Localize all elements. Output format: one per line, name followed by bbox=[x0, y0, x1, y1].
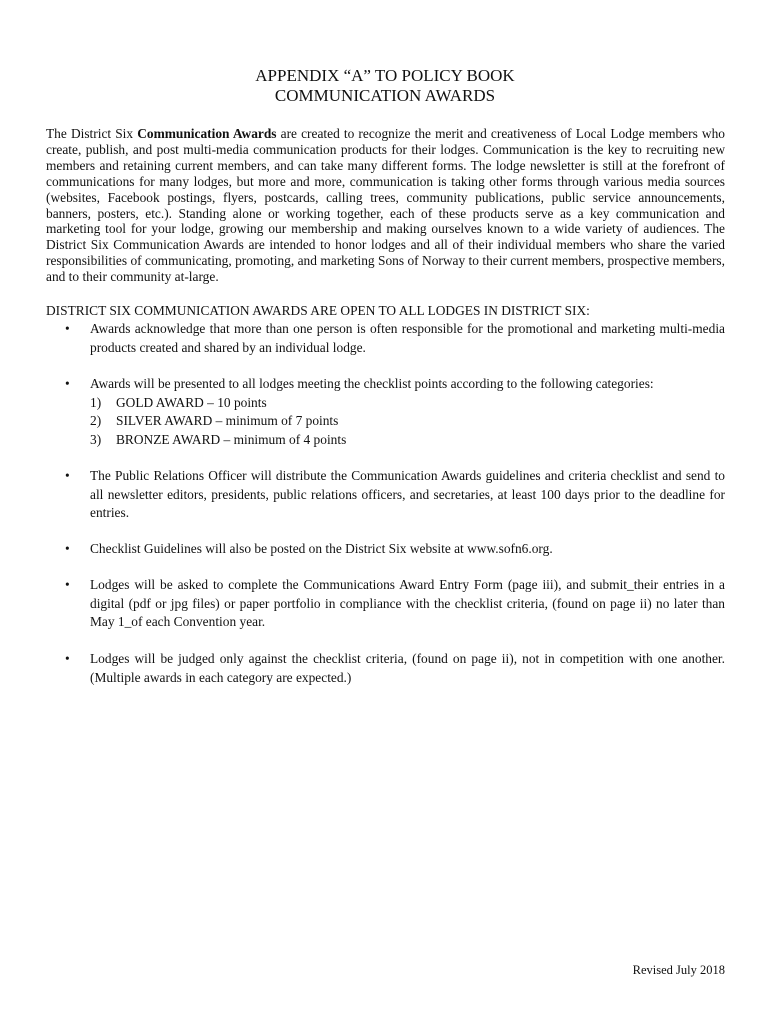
bullet-icon: • bbox=[65, 651, 70, 666]
category-number: 1) bbox=[90, 394, 102, 410]
section-heading: DISTRICT SIX COMMUNICATION AWARDS ARE OPEN TO ALL LODGES IN DISTRICT SIX: bbox=[46, 303, 590, 318]
bullet-item bbox=[65, 540, 725, 559]
category-silver bbox=[90, 412, 725, 431]
bullet-item bbox=[65, 320, 725, 357]
category-number: 3) bbox=[90, 431, 102, 447]
category-label: BRONZE AWARD – minimum of 4 points bbox=[116, 431, 347, 447]
bullet-text: Lodges will be judged only against the checklist criteria, (found on page ii), not in competition with one another. (Multiple awards in each category are expected.) bbox=[90, 651, 725, 685]
bullet-text: Lodges will be asked to complete the Communications Award Entry Form (page iii), and submit_their entries in a digital (pdf or jpg files) or paper portfolio in compliance with the checklist criteria, (found on page ii) no later than May 1_of each Convention year. bbox=[90, 577, 725, 629]
bullet-icon: • bbox=[65, 577, 70, 592]
bullet-text: Checklist Guidelines will also be posted on the District Six website at www.sofn6.org. bbox=[90, 541, 553, 556]
category-gold bbox=[90, 394, 725, 413]
appendix-title: APPENDIX “A” TO POLICY BOOK bbox=[255, 66, 515, 85]
intro-bold-term: Communication Awards bbox=[137, 126, 277, 141]
intro-lead: The District Six bbox=[46, 126, 138, 141]
intro-paragraph bbox=[46, 126, 725, 285]
document-subtitle: COMMUNICATION AWARDS bbox=[274, 86, 496, 105]
bullet-item bbox=[65, 375, 725, 449]
bullet-icon: • bbox=[65, 376, 70, 391]
bullet-text: Awards will be presented to all lodges meeting the checklist points according to the following categories: bbox=[90, 376, 654, 391]
bullet-text: Awards acknowledge that more than one person is often responsible for the promotional and marketing multi-media products created and shared by an individual lodge. bbox=[90, 321, 725, 355]
bullet-icon: • bbox=[65, 468, 70, 483]
bullet-item bbox=[65, 576, 725, 632]
bullet-text: The Public Relations Officer will distribute the Communication Awards guidelines and criteria checklist and send to all newsletter editors, presidents, public relations officers, and secretaries, at least 100 days prior to the deadline for entries. bbox=[90, 468, 725, 520]
bullet-icon: • bbox=[65, 321, 70, 336]
category-label: GOLD AWARD – 10 points bbox=[116, 394, 267, 410]
intro-body: are created to recognize the merit and creativeness of Local Lodge members who create, publish, and post multi-media communication products for their lodges. Communication is the key to recruiting new members and retaining current members, and can take many different forms. The lodge newsletter is still at the forefront of communications for many lodges, but more and more, communication is taking other forms through various media sources (websites, Facebook postings, flyers, postcards, calling trees, community publications, public service announcements, banners, posters, etc.). Standing alone or working together, each of these products serve as a key communication and marketing tool for your lodge, growing our membership and making ourselves known to a wide variety of audiences. The District Six Communication Awards are intended to honor lodges and all of their individual members who share the varied responsibilities of communicating, promoting, and marketing Sons of Norway to their current members, prospective members, and to their community at-large. bbox=[46, 126, 725, 285]
bullet-item bbox=[65, 650, 725, 687]
category-label: SILVER AWARD – minimum of 7 points bbox=[116, 413, 339, 428]
bullet-item bbox=[65, 467, 725, 523]
category-number: 2) bbox=[90, 413, 102, 428]
revision-date: Revised July 2018 bbox=[632, 963, 725, 977]
bullet-icon: • bbox=[65, 541, 70, 556]
category-bronze bbox=[90, 431, 725, 450]
